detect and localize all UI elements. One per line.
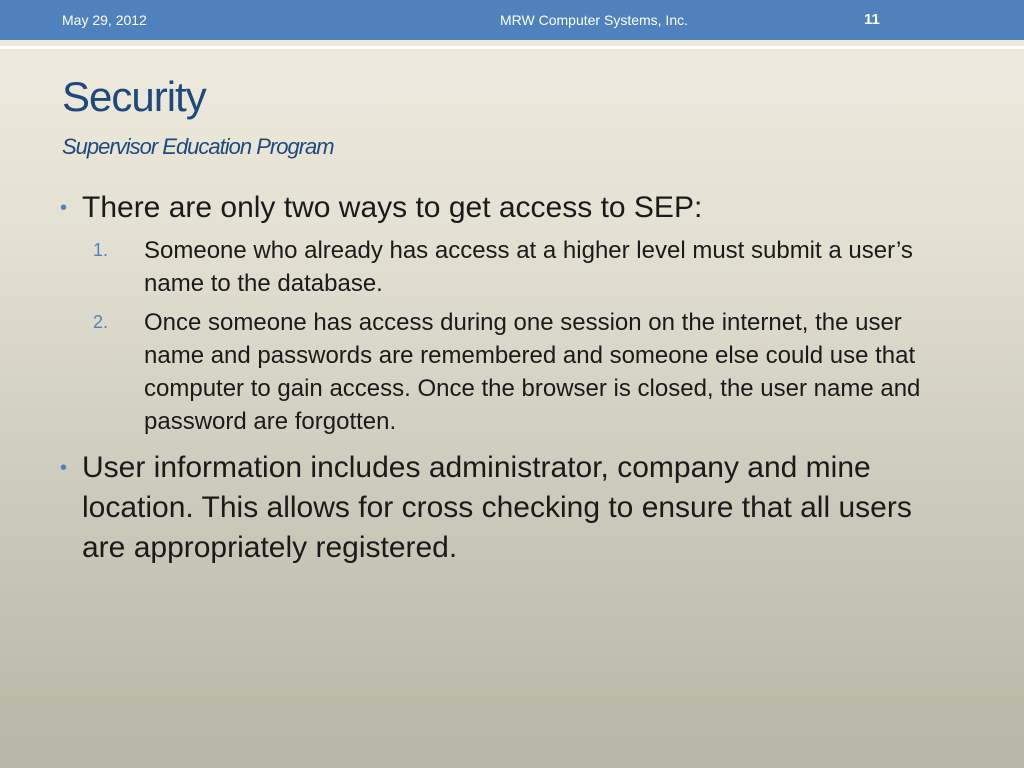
numbered-item xyxy=(60,306,954,438)
slide-number: 11 xyxy=(864,11,880,28)
bullet-item xyxy=(60,188,960,228)
numbered-list xyxy=(60,234,960,438)
bullet-text: User information includes administrator, company and mine location. This allows for cross checking to ensure that all users are appropriately registered. xyxy=(82,451,912,564)
item-text: Someone who already has access at a higher level must submit a user’s name to the database. xyxy=(144,237,913,297)
bullet-item xyxy=(60,448,960,568)
slide-header-bar xyxy=(0,0,1024,40)
bullet-icon: • xyxy=(60,197,68,219)
company-name: MRW Computer Systems, Inc. xyxy=(500,12,689,28)
slide-content xyxy=(60,188,960,574)
numbered-item xyxy=(60,234,954,300)
slide-date: May 29, 2012 xyxy=(62,12,147,28)
slide-title: Security xyxy=(62,73,206,120)
item-text: Once someone has access during one session on the internet, the user name and passwords are remembered and someone else could use that computer to gain access. Once the browser is closed, the user name and password are forgotten. xyxy=(144,309,921,435)
slide-subtitle: Supervisor Education Program xyxy=(62,134,334,159)
bullet-icon: • xyxy=(60,457,68,479)
bullet-text: There are only two ways to get access to SEP: xyxy=(82,191,703,224)
item-number: 2. xyxy=(93,312,109,332)
item-number: 1. xyxy=(93,240,109,260)
header-divider xyxy=(0,46,1024,49)
